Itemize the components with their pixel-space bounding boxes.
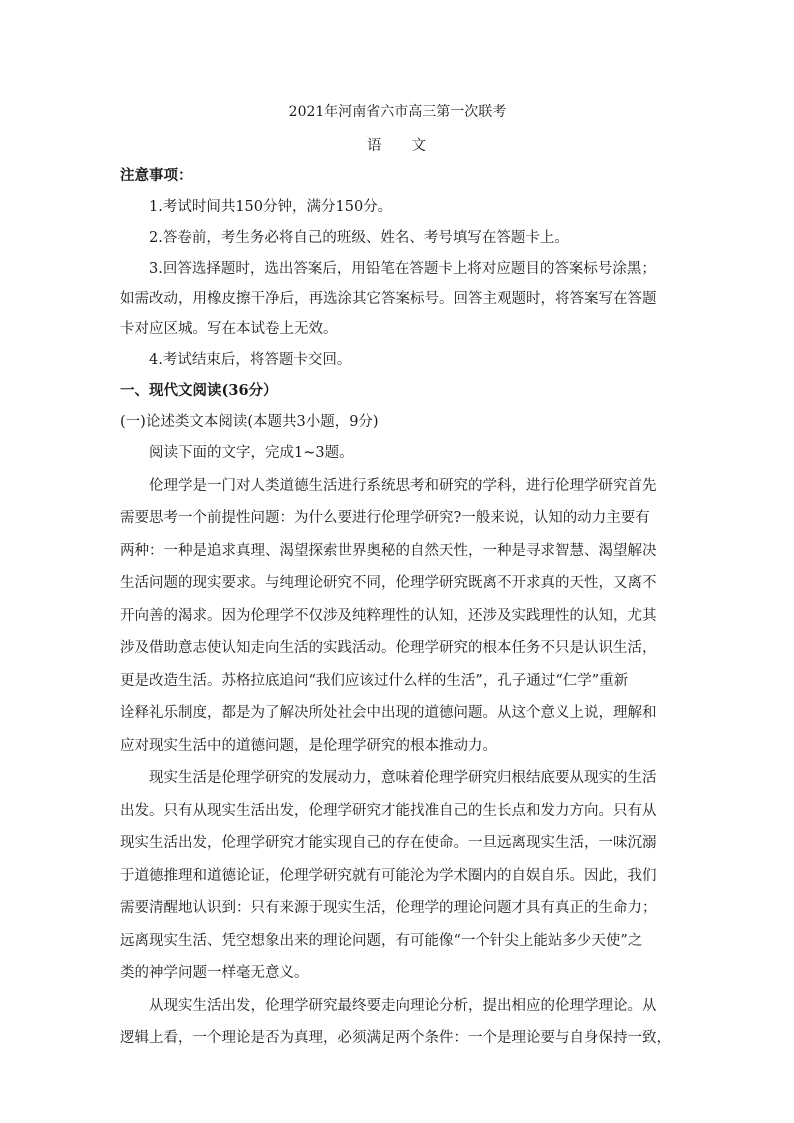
passage-line: 开向善的渴求。因为伦理学不仅涉及纯粹理性的认知，还涉及实践理性的认知，尤其 bbox=[120, 607, 657, 624]
passage-line: 类的神学问题一样毫无意义。 bbox=[120, 965, 309, 981]
note-item: 2.答卷前，考生务必将自己的班级、姓名、考号填写在答题卡上。 bbox=[149, 230, 569, 246]
passage-line: 涉及借助意志使认知走向生活的实践活动。伦理学研究的根本任务不只是认识生活， bbox=[120, 640, 657, 656]
passage-line: 于道德推理和道德论证，伦理学研究就有可能沦为学术圈内的自娱自乐。因此，我们 bbox=[120, 867, 657, 884]
exam-page bbox=[120, 102, 675, 1048]
passage-line: 逻辑上看，一个理论是否为真理，必须满足两个条件：一个是理论要与自身保持一致， bbox=[120, 1030, 671, 1046]
passage-line: 生活问题的现实要求。与纯理论研究不同，伦理学研究既离不开求真的天性，又离不 bbox=[120, 575, 657, 591]
passage-line: 需要思考一个前提性问题：为什么要进行伦理学研究?一般来说，认知的动力主要有 bbox=[120, 510, 650, 526]
note-item-continued: 卡对应区城。写在本试卷上无效。 bbox=[120, 321, 338, 337]
reading-instruction: 阅读下面的文字，完成1~3题。 bbox=[149, 445, 354, 461]
passage-line: 诠释礼乐制度，都是为了解决所处社会中出现的道德问题。从这个意义上说，理解和 bbox=[120, 705, 657, 721]
passage-line: 伦理学是一门对人类道德生活进行系统思考和研究的学科，进行伦理学研究首先 bbox=[149, 477, 657, 494]
note-item: 4.考试结束后，将答题卡交回。 bbox=[149, 352, 352, 368]
subject-char-2: 文 bbox=[411, 138, 428, 154]
notes-heading: 注意事项： bbox=[120, 167, 193, 184]
passage-paragraph-3 bbox=[120, 996, 675, 1049]
section-title: 一、现代文阅读(36分） bbox=[120, 382, 278, 399]
passage-line: 应对现实生活中的道德问题，是伦理学研究的根本推动力。 bbox=[120, 737, 497, 754]
passage-line: 现实生活是伦理学研究的发展动力，意味着伦理学研究归根结底要从现实的生活 bbox=[149, 770, 657, 786]
passage-paragraph-2 bbox=[120, 768, 675, 983]
passage-paragraph-1 bbox=[120, 476, 675, 756]
note-item: 3.回答选择题时，选出答案后，用铅笔在答题卡上将对应题目的答案标号涂黑； bbox=[149, 261, 656, 277]
subject-char-1: 语 bbox=[367, 138, 384, 154]
note-item: 1.考试时间共150分钟，满分150分。 bbox=[149, 199, 393, 215]
note-item-continued: 如需改动，用橡皮擦干净后，再选涂其它答案标号。回答主观题时，将答案写在答题 bbox=[120, 291, 657, 307]
passage-line: 两种：一种是追求真理、渴望探索世界奥秘的自然天性，一种是寻求智慧、渴望解决 bbox=[120, 542, 657, 559]
passage-line: 从现实生活出发，伦理学研究最终要走向理论分析，提出相应的伦理学理论。从 bbox=[149, 997, 657, 1014]
passage-line: 更是改造生活。苏格拉底追问“我们应该过什么样的生活”，孔子通过“仁学”重新 bbox=[120, 672, 629, 689]
passage-line: 现实生活出发，伦理学研究才能实现自己的存在使命。一旦远离现实生活，一味沉溺 bbox=[120, 835, 657, 851]
passage-line: 出发。只有从现实生活出发，伦理学研究才能找准自己的生长点和发力方向。只有从 bbox=[120, 802, 657, 819]
passage-line: 远离现实生活、凭空想象出来的理论问题，有可能像“一个针尖上能站多少天使”之 bbox=[120, 932, 643, 949]
subject-title bbox=[120, 136, 675, 156]
passage-line: 需要清醒地认识到：只有来源于现实生活，伦理学的理论问题才具有真正的生命力； bbox=[120, 900, 657, 916]
exam-title: 2021年河南省六市高三第一次联考 bbox=[288, 104, 507, 120]
section-subtitle: (一)论述类文本阅读(本题共3小题，9分) bbox=[120, 414, 379, 430]
notes-list bbox=[120, 197, 675, 370]
